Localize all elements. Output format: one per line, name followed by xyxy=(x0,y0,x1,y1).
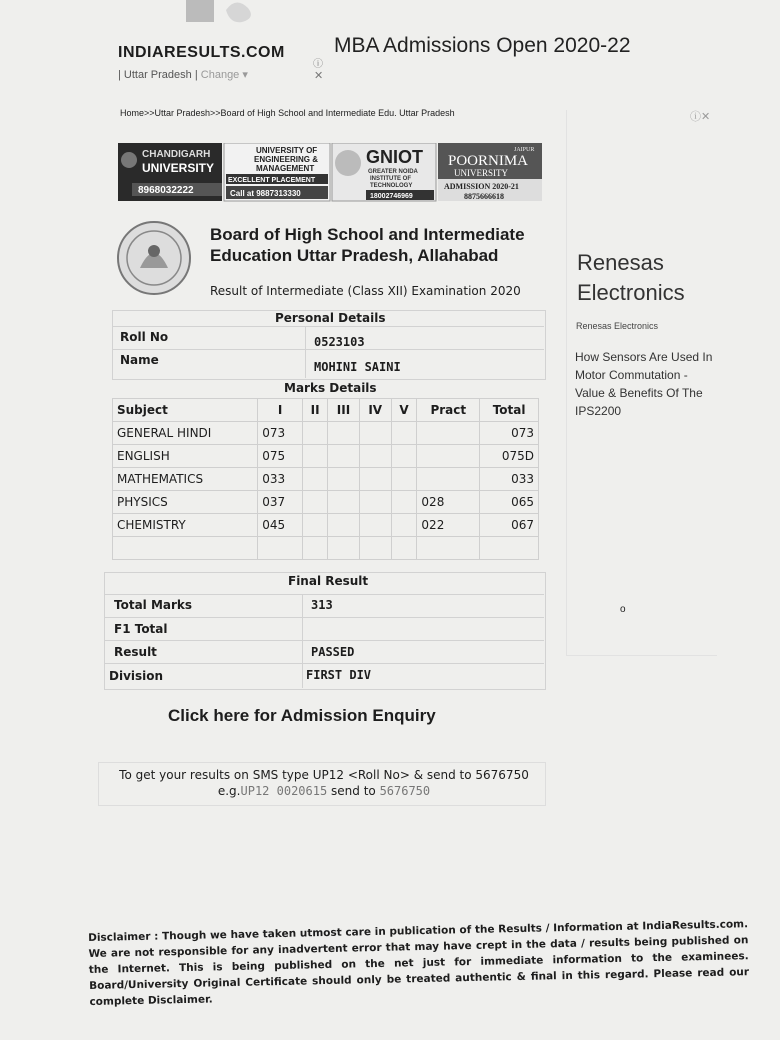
svg-text:TECHNOLOGY: TECHNOLOGY xyxy=(370,183,413,189)
svg-text:POORNIMA: POORNIMA xyxy=(448,153,529,169)
roll-no-label: Roll No xyxy=(120,330,169,344)
gniot-ad xyxy=(332,143,436,201)
personal-divider xyxy=(112,349,544,350)
region-selector[interactable] xyxy=(118,68,248,81)
side-ad-sponsor: Renesas Electronics xyxy=(576,321,659,331)
name-value: MOHINI SAINI xyxy=(314,360,401,374)
marks-details-heading: Marks Details xyxy=(284,381,377,395)
table-row: PHYSICS 037 028 065 xyxy=(113,491,539,514)
svg-text:GNIOT: GNIOT xyxy=(366,147,423,167)
final-result-heading: Final Result xyxy=(288,574,369,588)
svg-text:UNIVERSITY OF: UNIVERSITY OF xyxy=(256,146,318,155)
change-link[interactable]: Change ▾ xyxy=(200,69,248,81)
svg-text:GREATER NOIDA: GREATER NOIDA xyxy=(368,169,418,175)
side-ad-close-icon[interactable]: ⓘ✕ xyxy=(690,111,711,123)
site-logo[interactable]: INDIARESULTS.COM xyxy=(118,44,285,61)
final-divider xyxy=(104,617,544,618)
roll-no-value: 0523103 xyxy=(314,335,365,349)
result-label: Result xyxy=(114,645,157,659)
poornima-ad xyxy=(438,143,542,201)
name-label: Name xyxy=(120,353,159,367)
svg-text:18002746969: 18002746969 xyxy=(370,193,413,200)
state-label: | Uttar Pradesh | xyxy=(118,69,198,81)
svg-text:Call at 9887313330: Call at 9887313330 xyxy=(230,189,301,198)
table-row: MATHEMATICS 033 033 xyxy=(113,468,539,491)
table-row: CHEMISTRY 045 022 067 xyxy=(113,514,539,537)
cu-phone: 8968032222 xyxy=(138,185,194,196)
logo-graphic xyxy=(182,0,290,44)
final-divider xyxy=(302,594,303,688)
col-subject: Subject xyxy=(113,399,258,422)
exam-title: Result of Intermediate (Class XII) Examination 2020 xyxy=(210,284,521,298)
col-iii: III xyxy=(328,399,359,422)
division-value: FIRST DIV xyxy=(306,668,372,682)
sms-instruction: To get your results on SMS type UP12 <Roll No> & send to 5676750 xyxy=(119,768,529,782)
board-title xyxy=(210,224,550,266)
svg-text:UNIVERSITY: UNIVERSITY xyxy=(454,168,508,178)
final-divider xyxy=(104,663,544,664)
result-value: PASSED xyxy=(311,645,355,659)
table-row-empty xyxy=(113,537,539,560)
admission-enquiry-link[interactable]: Click here for Admission Enquiry xyxy=(168,706,436,725)
cu-line2: UNIVERSITY xyxy=(142,161,215,175)
up-board-emblem xyxy=(110,218,200,298)
ad-info-icon[interactable]: ⓘ xyxy=(313,59,323,70)
ad-close-icon[interactable]: ✕ xyxy=(314,70,324,82)
personal-divider xyxy=(112,326,544,327)
uem-ad xyxy=(224,143,330,201)
ad-headline[interactable]: MBA Admissions Open 2020-22 xyxy=(334,34,631,57)
col-total: Total xyxy=(480,399,539,422)
final-divider xyxy=(104,640,544,641)
chandigarh-ad xyxy=(118,143,222,201)
personal-divider xyxy=(305,326,306,378)
sms-example: e.g.UP12 0020615 send to 5676750 xyxy=(217,784,431,798)
svg-text:MANAGEMENT: MANAGEMENT xyxy=(256,164,315,173)
sms-example-number: 5676750 xyxy=(379,784,431,798)
svg-text:EXCELLENT PLACEMENT: EXCELLENT PLACEMENT xyxy=(228,177,316,184)
total-marks-label: Total Marks xyxy=(114,598,193,612)
f1-total-label: F1 Total xyxy=(114,622,168,636)
disclaimer-text: Disclaimer : Though we have taken utmost care in publication of the Results / Information at IndiaResults.com. We are not responsible for any inadvertent error that may have crept in the data / results being published on the Internet. This is being published on the net just for immediate information to the examinees. Board/University Original Certificate should only be treated authentic & final in this regard. Please read our complete Disclaimer. xyxy=(88,918,750,1008)
cu-line1: CHANDIGARH xyxy=(142,149,211,160)
board-title-line1: Board of High School and Intermediate xyxy=(210,225,525,244)
side-ad-marker: o xyxy=(620,604,626,615)
col-pract: Pract xyxy=(417,399,480,422)
svg-text:ADMISSION 2020-21: ADMISSION 2020-21 xyxy=(444,182,519,191)
col-i: I xyxy=(258,399,303,422)
breadcrumb[interactable]: Home>>Uttar Pradesh>>Board of High School and Intermediate Edu. Uttar Pradesh xyxy=(120,108,455,118)
final-divider xyxy=(104,594,544,595)
side-ad-title[interactable]: Renesas Electronics xyxy=(577,250,685,305)
svg-text:ENGINEERING &: ENGINEERING & xyxy=(254,155,319,164)
col-ii: II xyxy=(303,399,328,422)
personal-details-heading: Personal Details xyxy=(275,311,386,325)
table-row: ENGLISH 075 075D xyxy=(113,445,539,468)
sms-example-code: UP12 0020615 xyxy=(240,784,328,798)
board-title-line2: Education Uttar Pradesh, Allahabad xyxy=(210,246,499,265)
col-iv: IV xyxy=(359,399,391,422)
division-label: Division xyxy=(109,669,164,683)
marks-header-row xyxy=(113,399,539,422)
svg-text:JAIPUR: JAIPUR xyxy=(514,147,535,153)
side-ad-body[interactable]: How Sensors Are Used In Motor Commutation - Value & Benefits Of The IPS2200 xyxy=(575,350,713,418)
col-v: V xyxy=(391,399,417,422)
table-row: GENERAL HINDI 073 073 xyxy=(113,422,539,445)
college-ads-banner[interactable] xyxy=(118,143,542,203)
total-marks-value: 313 xyxy=(311,598,333,612)
svg-text:8875666618: 8875666618 xyxy=(464,192,504,201)
marks-table xyxy=(112,398,539,560)
svg-text:INSTITUTE OF: INSTITUTE OF xyxy=(370,176,411,182)
